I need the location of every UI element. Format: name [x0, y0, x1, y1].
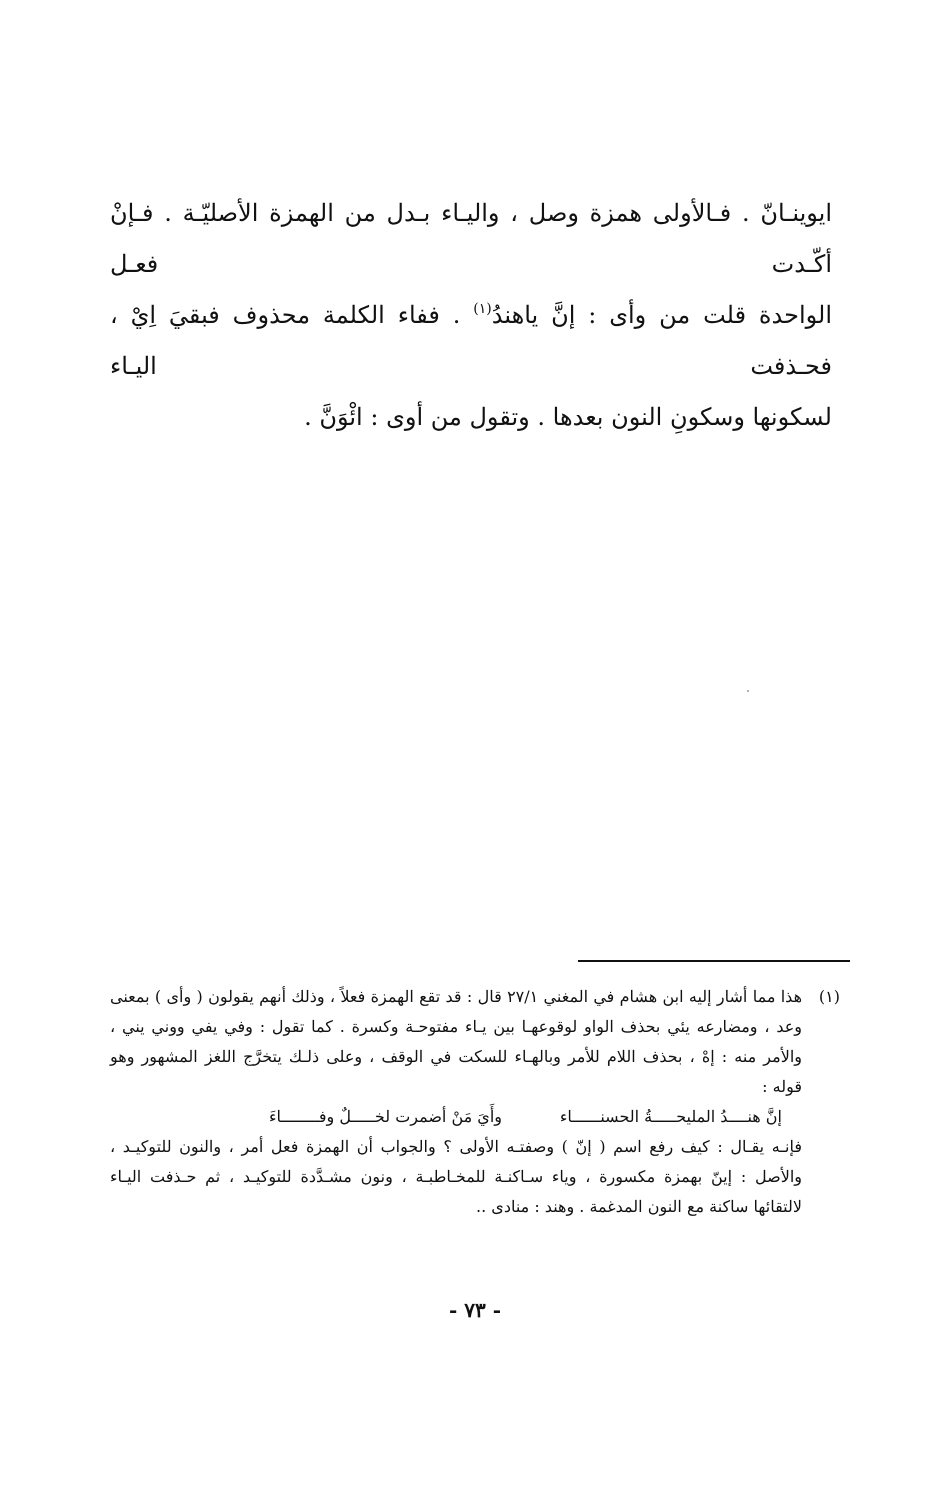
main-line-1: ايوينـانّ . فـالأولى همزة وصل ، واليـاء بـدل من الهمزة الأصليّـة . فـإنْ أكّـدت فعـل	[110, 199, 832, 278]
footnote-body	[110, 982, 802, 1222]
main-text	[110, 188, 832, 443]
verse-first-hemistich: إنَّ هنــــدُ المليحـــــةُ الحسنــــــاء	[559, 1107, 782, 1126]
footnote-line-2: وعد ، ومضارعه يئي بحذف الواو لوقوعهـا بين يـاء مفتوحـة وكسرة . كما تقول : وفي يفي ووني يني ،	[110, 1017, 802, 1036]
main-line-2	[110, 290, 832, 392]
footnote-section	[110, 982, 840, 1222]
footnote-number: (١)	[818, 987, 840, 1006]
footnote-line-1: هذا مما أشار إليه ابن هشام في المغني ٢٧/١ قال : قد تقع الهمزة فعلاً ، وذلك أنهم يقولون ( وأى ) بمعنى	[110, 987, 803, 1006]
main-line-2-end: . ففاء الكلمة محذوف فبقيَ اِيْ ، فحـذفت اليـاء	[110, 301, 832, 380]
footnote-separator	[578, 960, 850, 962]
main-line-2-start: الواحدة قلت من وأى : إنَّ ياهندُ	[491, 301, 832, 329]
footnote-line-3: والأمر منه : إهْ ، بحذف اللام للأمر وبالهـاء للسكت في الوقف ، وعلى ذلـك يتخرَّج اللغز المشهور وهو	[110, 1047, 803, 1066]
poetry-verse	[222, 1102, 782, 1132]
footnote-line-5: فإنـه يقـال : كيف رفع اسم ( إنّ ) وصفتـه الأولى ؟ والجواب أن الهمزة فعل أمر ، والنون للتوكيـد ،	[110, 1137, 802, 1156]
main-line-3: لسكونها وسكونِ النون بعدها . وتقول من أوى : ائْوَنَّ .	[304, 403, 832, 431]
footnote-reference[interactable]: (١)	[473, 301, 492, 317]
verse-second-hemistich: وأَيَ مَنْ أضمرت لخـــــلٌ وفــــــــاءَ	[269, 1107, 502, 1126]
page-number: - ٧٣ -	[448, 1298, 501, 1322]
footnote-line-7: لالتقائها ساكنة مع النون المدغمة . وهند : منادى ..	[476, 1197, 802, 1216]
footnote-line-4: قوله :	[762, 1077, 802, 1096]
footnote-line-6: والأصل : إينّ بهمزة مكسورة ، وياء سـاكنـة للمخـاطبـة ، ونون مشـدَّدة للتوكيـد ، ثم حـذفت اليـاء	[110, 1167, 802, 1186]
scan-speck	[747, 690, 749, 692]
